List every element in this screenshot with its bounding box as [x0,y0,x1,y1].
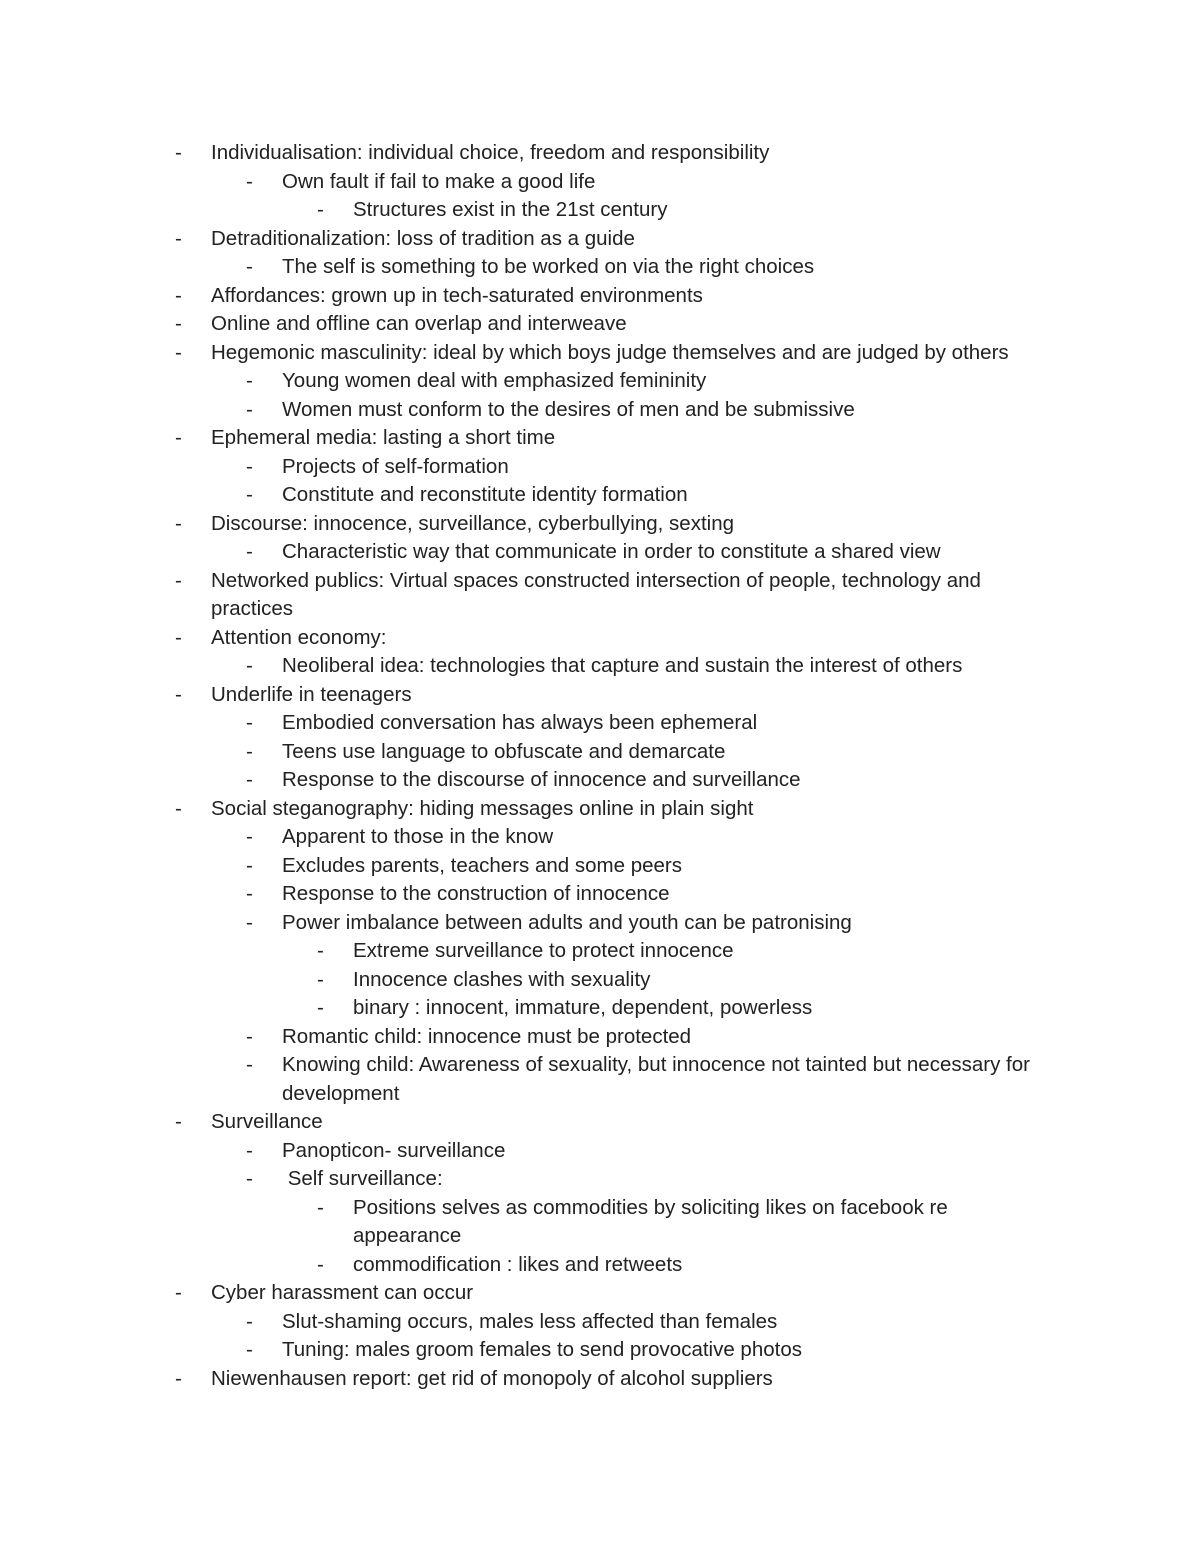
list-item [246,1165,1122,1194]
list-item-text: Affordances: grown up in tech-saturated environments [211,283,703,307]
list-item-text: Innocence clashes with sexuality [353,967,651,991]
list-item-text: Niewenhausen report: get rid of monopoly of alcohol suppliers [211,1366,773,1390]
bullet-dash: - [175,312,182,335]
list-item [246,1051,1052,1108]
list-item [175,624,1051,653]
list-item-text: Online and offline can overlap and interweave [211,312,627,335]
list-item-text: Constitute and reconstitute identity formation [282,483,688,506]
list-item-text: Social steganography: hiding messages online in plain sight [211,796,754,820]
list-item-text: Own fault if fail to make a good life [282,169,596,193]
list-item [246,766,1122,795]
list-item-text: Knowing child: Awareness of sexuality, but innocence not tainted but necessary for development [282,1053,1030,1105]
bullet-dash: - [317,1195,324,1219]
bullet-dash: - [246,1167,253,1190]
bullet-dash: - [246,1138,253,1162]
bullet-dash: - [175,625,182,649]
bullet-dash: - [246,882,253,905]
list-item-text: Individualisation: individual choice, freedom and responsibility [211,141,770,164]
list-item-text: Underlife in teenagers [211,682,412,706]
list-item [317,966,1193,995]
list-item-text: Cyber harassment can occur [211,1281,474,1304]
bullet-dash: - [175,226,182,250]
list-item [175,510,1051,539]
bullet-dash: - [175,340,182,364]
list-item-text: Power imbalance between adults and youth can be patronising [282,910,852,934]
bullet-dash: - [175,426,182,449]
list-item [317,994,1193,1023]
list-item-text: Positions selves as commodities by soliciting likes on facebook re appearance [353,1195,948,1247]
list-item [246,481,1122,510]
list-item [175,1365,1051,1394]
list-item [246,253,1122,282]
list-item-text: Response to the construction of innocence [282,882,670,905]
list-item [175,567,1031,624]
list-item-text: Excludes parents, teachers and some peers [282,853,682,877]
bullet-dash: - [246,768,253,791]
bullet-dash: - [246,169,253,193]
bullet-dash: - [246,397,253,421]
list-item-text: Response to the discourse of innocence and surveillance [282,768,801,791]
bullet-dash: - [246,1309,253,1333]
bullet-dash: - [175,568,182,592]
bullet-dash: - [317,939,324,962]
bullet-dash: - [175,283,182,307]
bullet-dash: - [175,1366,182,1390]
list-item-text: Attention economy: [211,625,387,649]
list-item-text: Extreme surveillance to protect innocence [353,939,734,962]
bullet-dash: - [317,1252,324,1276]
list-item-text: Teens use language to obfuscate and demarcate [282,739,726,763]
list-item [317,937,1193,966]
bullet-dash: - [246,483,253,506]
bullet-dash: - [175,1110,182,1133]
list-item [175,424,1051,453]
bullet-dash: - [246,711,253,734]
list-item-text: Romantic child: innocence must be protected [282,1024,692,1048]
list-item [246,1137,1122,1166]
list-item [246,396,1122,425]
list-item [246,709,1122,738]
list-item-text: Projects of self-formation [282,454,509,478]
list-item-text: Women must conform to the desires of men and be submissive [282,397,855,421]
list-item [317,1194,993,1251]
list-item [246,168,1122,197]
list-item-text: Discourse: innocence, surveillance, cyberbullying, sexting [211,511,735,535]
list-item [175,681,1051,710]
bullet-dash: - [317,967,324,991]
bullet-dash: - [175,796,182,820]
list-item-text: Embodied conversation has always been ephemeral [282,711,758,734]
bullet-dash: - [175,511,182,535]
list-item [246,1023,1122,1052]
list-item-text: Characteristic way that communicate in order to constitute a shared view [282,540,941,563]
list-item [175,310,1051,339]
list-item [317,1251,1193,1280]
list-item-text: Slut-shaming occurs, males less affected than females [282,1309,778,1333]
list-item-text: binary : innocent, immature, dependent, powerless [353,996,813,1019]
list-item-text: Detraditionalization: loss of tradition as a guide [211,226,635,250]
list-item [175,282,1051,311]
list-item [246,453,1122,482]
list-item [246,652,1142,681]
notes-list [0,139,1200,1393]
list-item [246,1336,1122,1365]
list-item [246,538,1122,567]
bullet-dash: - [246,739,253,763]
list-item-text: Young women deal with emphasized femininity [282,369,707,392]
list-item [175,139,1051,168]
list-item [317,196,1193,225]
list-item-text: commodification : likes and retweets [353,1252,683,1276]
list-item [175,1279,1051,1308]
list-item [246,1308,1122,1337]
list-item-text: Networked publics: Virtual spaces constructed intersection of people, technology and practices [211,568,981,620]
list-item [175,225,1051,254]
list-item [246,738,1122,767]
bullet-dash: - [175,141,182,164]
list-item [175,795,1051,824]
list-item [246,823,1122,852]
list-item-text: The self is something to be worked on via the right choices [282,255,815,278]
list-item-text: Self surveillance: [282,1167,443,1190]
list-item-text: Surveillance [211,1110,323,1133]
list-item-text: Ephemeral media: lasting a short time [211,426,556,449]
list-item-text: Neoliberal idea: technologies that capture and sustain the interest of others [282,654,963,677]
bullet-dash: - [246,1338,253,1361]
bullet-dash: - [246,853,253,877]
list-item-text: Panopticon- surveillance [282,1138,506,1162]
bullet-dash: - [246,1053,253,1076]
bullet-dash: - [246,1024,253,1048]
bullet-dash: - [317,198,324,221]
bullet-dash: - [246,454,253,478]
list-item-text: Tuning: males groom females to send provocative photos [282,1338,802,1361]
list-item-text: Hegemonic masculinity: ideal by which boys judge themselves and are judged by others [211,340,1009,364]
bullet-dash: - [246,255,253,278]
bullet-dash: - [175,1281,182,1304]
list-item-text: Apparent to those in the know [282,825,554,848]
bullet-dash: - [246,825,253,848]
list-item [246,909,1122,938]
list-item [246,880,1122,909]
list-item [175,339,1071,368]
bullet-dash: - [317,996,324,1019]
bullet-dash: - [246,910,253,934]
bullet-dash: - [246,654,253,677]
bullet-dash: - [246,369,253,392]
bullet-dash: - [246,540,253,563]
list-item [246,852,1122,881]
list-item [175,1108,1051,1137]
bullet-dash: - [175,682,182,706]
list-item-text: Structures exist in the 21st century [353,198,668,221]
list-item [246,367,1122,396]
